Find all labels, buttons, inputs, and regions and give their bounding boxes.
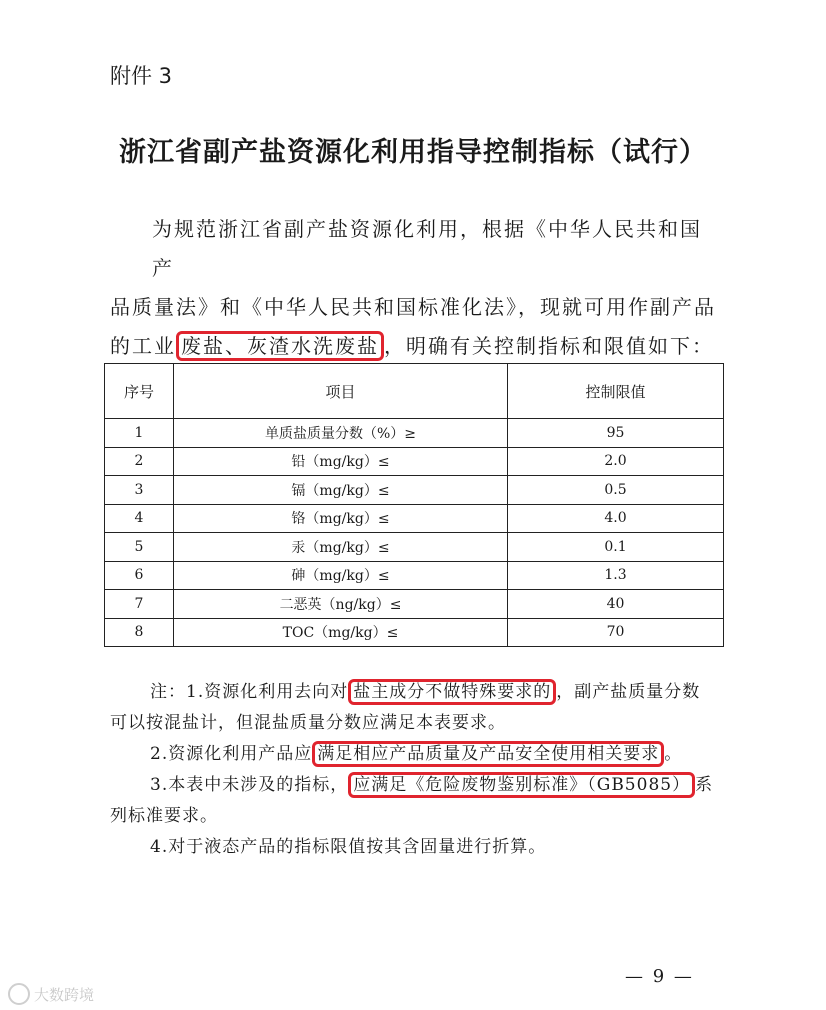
control-index-table <box>104 363 724 647</box>
cell-serial: 2 <box>105 447 174 476</box>
note-1-suffix: ，副产盐质量分数 <box>556 682 701 702</box>
intro-line-3-prefix: 的工业 <box>110 334 176 358</box>
intro-line-1: 为规范浙江省副产盐资源化利用，根据《中华人民共和国产 <box>152 217 702 280</box>
table-row <box>105 561 724 590</box>
note-3 <box>110 770 722 801</box>
cell-item: 单质盐质量分数（%）≥ <box>174 419 508 448</box>
page-title: 浙江省副产盐资源化利用指导控制指标（试行） <box>119 137 707 168</box>
cell-serial: 8 <box>105 618 174 647</box>
note-1 <box>110 677 722 708</box>
note-4: 4.对于液态产品的指标限值按其含固量进行折算。 <box>150 837 547 857</box>
page-number: — 9 — <box>625 966 694 987</box>
note-1-prefix: 注：1.资源化利用去向对 <box>150 682 349 702</box>
table-row <box>105 419 724 448</box>
cell-limit: 95 <box>508 419 724 448</box>
note-2-suffix: 。 <box>664 744 683 764</box>
cell-serial: 6 <box>105 561 174 590</box>
cell-limit: 40 <box>508 590 724 619</box>
table-row <box>105 533 724 562</box>
note-2-prefix: 2.资源化利用产品应 <box>150 744 313 764</box>
cell-serial: 7 <box>105 590 174 619</box>
note-3-continuation: 列标准要求。 <box>110 806 218 826</box>
cell-item: 镉（mg/kg）≤ <box>174 476 508 505</box>
watermark-text: 大数跨境 <box>34 985 95 1004</box>
cell-serial: 5 <box>105 533 174 562</box>
cell-serial: 1 <box>105 419 174 448</box>
table-row <box>105 476 724 505</box>
intro-line-3-suffix: ，明确有关控制指标和限值如下： <box>384 334 714 358</box>
attachment-label: 附件 3 <box>110 64 173 88</box>
cell-serial: 4 <box>105 504 174 533</box>
header-item: 项目 <box>174 364 508 419</box>
table-header-row <box>105 364 724 419</box>
intro-line-2: 品质量法》和《中华人民共和国标准化法》，现就可用作副产品 <box>110 295 716 319</box>
highlight-no-special-requirement: 盐主成分不做特殊要求的 <box>348 679 556 705</box>
cell-limit: 1.3 <box>508 561 724 590</box>
cell-limit: 4.0 <box>508 504 724 533</box>
cell-limit: 2.0 <box>508 447 724 476</box>
header-limit: 控制限值 <box>508 364 724 419</box>
highlight-quality-safety: 满足相应产品质量及产品安全使用相关要求 <box>312 741 664 767</box>
table-row <box>105 618 724 647</box>
cell-item: TOC（mg/kg）≤ <box>174 618 508 647</box>
note-3-suffix: 系 <box>695 775 714 795</box>
table-row <box>105 447 724 476</box>
table-row <box>105 504 724 533</box>
header-serial: 序号 <box>105 364 174 419</box>
cell-item: 汞（mg/kg）≤ <box>174 533 508 562</box>
notes-section <box>110 677 722 863</box>
cell-limit: 0.1 <box>508 533 724 562</box>
highlight-waste-salt: 废盐、灰渣水洗废盐 <box>176 331 384 361</box>
watermark-logo-icon <box>8 983 30 1005</box>
intro-line-3 <box>110 327 720 366</box>
highlight-gb5085: 应满足《危险废物鉴别标准》（GB5085） <box>348 772 695 798</box>
cell-item: 砷（mg/kg）≤ <box>174 561 508 590</box>
note-2 <box>110 739 722 770</box>
note-3-prefix: 3.本表中未涉及的指标， <box>150 775 349 795</box>
cell-item: 二恶英（ng/kg）≤ <box>174 590 508 619</box>
watermark <box>8 983 94 1005</box>
cell-item: 铬（mg/kg）≤ <box>174 504 508 533</box>
cell-serial: 3 <box>105 476 174 505</box>
cell-item: 铅（mg/kg）≤ <box>174 447 508 476</box>
cell-limit: 0.5 <box>508 476 724 505</box>
intro-paragraph <box>110 210 720 366</box>
cell-limit: 70 <box>508 618 724 647</box>
table-row <box>105 590 724 619</box>
note-1-continuation: 可以按混盐计，但混盐质量分数应满足本表要求。 <box>110 713 506 733</box>
